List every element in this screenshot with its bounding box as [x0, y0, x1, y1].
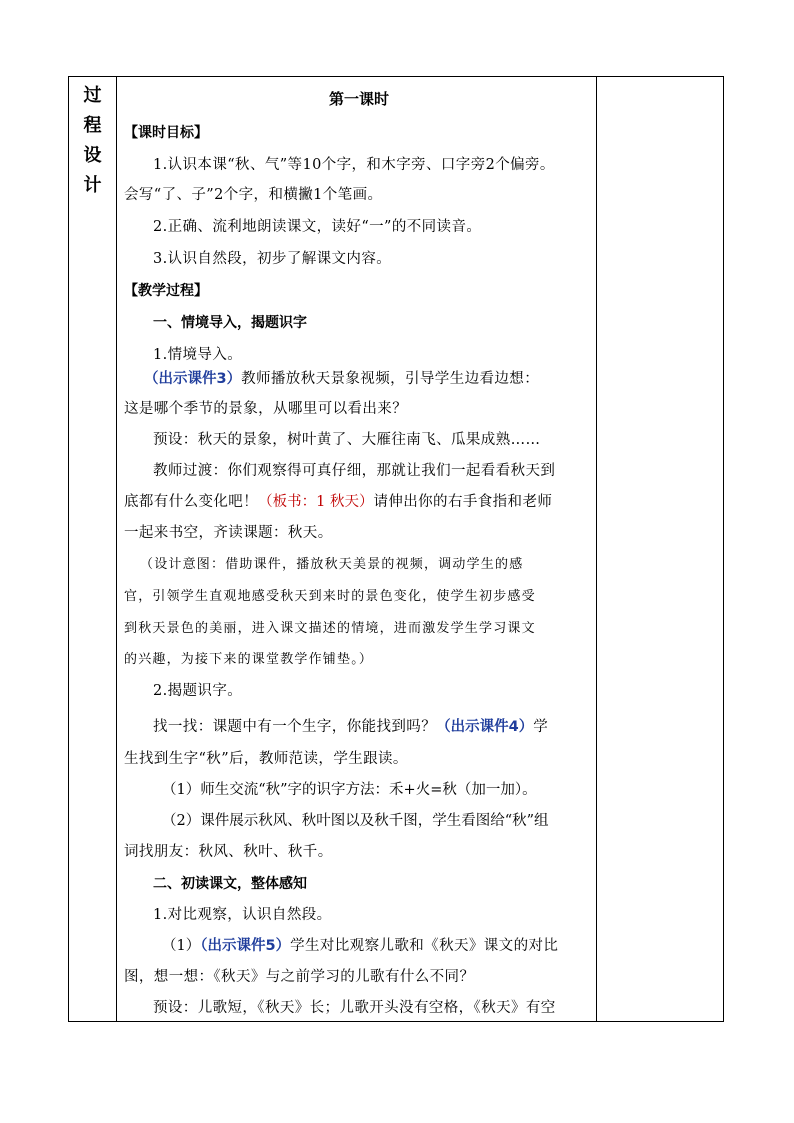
courseware-5-label: （出示课件5） — [200, 938, 291, 954]
design-intent-line-2: 官，引领学生直观地感受秋天到来时的景色变化，使学生初步感受 — [124, 589, 536, 604]
preset-compare: 预设：儿歌短，《秋天》长；儿歌开头没有空格，《秋天》有空 — [153, 1000, 556, 1016]
paragraph-video-line-2: 这是哪个季节的景象，从哪里可以看出来？ — [124, 401, 408, 417]
side-label-char: 计 — [83, 175, 102, 196]
column-divider-right — [596, 77, 597, 1021]
section-1-heading: 一、情境导入，揭题识字 — [153, 315, 307, 331]
step-reveal-character: 2.揭题识字。 — [153, 683, 243, 699]
transition-line-3: 一起来书空，齐读课题：秋天。 — [124, 525, 333, 541]
compare-line-2: 图，想一想：《秋天》与之前学习的儿歌有什么不同？ — [124, 969, 475, 985]
board-writing-note: （板书：1 秋天） — [258, 494, 374, 510]
find-line-2: 生找到生字“秋”后，教师范读，学生跟读。 — [124, 751, 408, 767]
item-1: （1）师生交流“秋”字的识字方法：禾+火=秋（加一加）。 — [162, 782, 537, 798]
design-intent-line-3: 到秋天景色的美丽，进入课文描述的情境，进而激发学生学习课文 — [124, 621, 536, 636]
column-divider-left — [116, 77, 117, 1021]
goal-3: 3.认识自然段，初步了解课文内容。 — [153, 251, 392, 267]
item-2-line-2: 词找朋友：秋风、秋叶、秋千。 — [124, 844, 333, 860]
transition-text-b: 请伸出你的右手食指和老师 — [373, 494, 553, 510]
goal-1-line-2: 会写“了、子”2个字，和横撇1个笔画。 — [124, 187, 383, 203]
side-label-char: 设 — [83, 145, 102, 166]
transition-line-2 — [124, 492, 552, 512]
design-intent-line-1: （设计意图：借助课件，播放秋天美景的视频，调动学生的感 — [140, 557, 524, 572]
goal-1-line-1: 1.认识本课“秋、气”等10个字，和木字旁、口字旁2个偏旁。 — [153, 157, 555, 173]
courseware-3-label: （出示课件3） — [144, 371, 242, 387]
transition-line-1: 教师过渡：你们观察得可真仔细，那就让我们一起看看秋天到 — [153, 463, 556, 479]
process-design-label — [69, 81, 116, 201]
item-2-line-1: （2）课件展示秋风、秋叶图以及秋千图，学生看图给“秋”组 — [162, 813, 549, 829]
find-text-tail: 学 — [533, 719, 548, 735]
step-natural-paragraph: 1.对比观察，认识自然段。 — [153, 907, 332, 923]
step-situation-intro: 1.情境导入。 — [153, 347, 243, 363]
goal-heading: 【课时目标】 — [124, 125, 208, 141]
compare-text: 学生对比观察儿歌和《秋天》课文的对比 — [290, 938, 559, 954]
side-label-char: 程 — [83, 115, 102, 136]
lesson-title: 第一课时 — [328, 90, 389, 108]
design-intent-line-4: 的兴趣，为接下来的课堂教学作铺垫。） — [124, 652, 374, 667]
compare-number: （1） — [162, 938, 201, 954]
preset-answer: 预设：秋天的景象，树叶黄了、大雁往南飞、瓜果成熟…… — [153, 432, 541, 448]
transition-text-a: 底都有什么变化吧！ — [124, 494, 259, 510]
courseware-4-label: （出示课件4） — [436, 719, 534, 735]
compare-line-1 — [124, 936, 558, 956]
lesson-table — [68, 76, 724, 1022]
video-instruction-text: 教师播放秋天景象视频，引导学生边看边想： — [241, 371, 540, 387]
side-label-char: 过 — [83, 85, 102, 106]
find-line-1 — [124, 717, 548, 737]
process-heading: 【教学过程】 — [124, 283, 208, 299]
goal-2: 2.正确、流利地朗读课文，读好“一”的不同读音。 — [153, 219, 482, 235]
paragraph-video-line-1 — [124, 369, 539, 389]
section-2-heading: 二、初读课文，整体感知 — [153, 876, 307, 892]
find-question: 找一找：课题中有一个生字，你能找到吗？ — [153, 719, 437, 735]
